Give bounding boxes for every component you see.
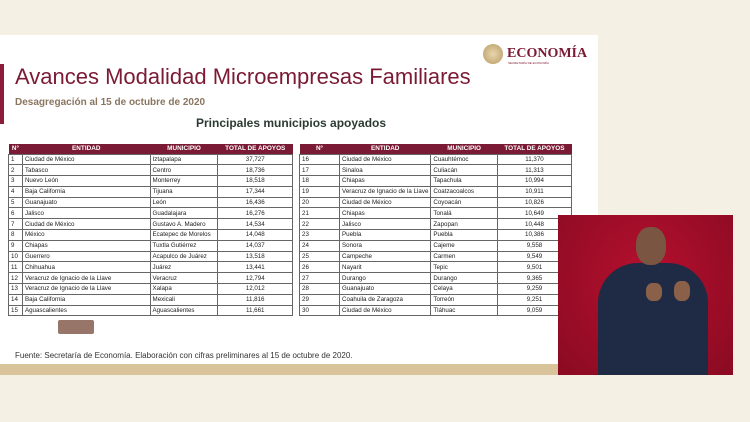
municipio-cell: Juárez bbox=[150, 262, 218, 273]
row-number: 7 bbox=[9, 219, 23, 230]
row-number: 15 bbox=[9, 305, 23, 316]
table-row bbox=[9, 273, 293, 284]
row-number: 10 bbox=[9, 251, 23, 262]
table-row bbox=[300, 240, 572, 251]
total-cell: 13,518 bbox=[218, 251, 293, 262]
row-number: 25 bbox=[300, 251, 340, 262]
column-header: TOTAL DE APOYOS bbox=[497, 144, 571, 154]
municipio-cell: Coatzacoalcos bbox=[431, 186, 498, 197]
municipio-cell: Culiacán bbox=[431, 165, 498, 176]
total-cell: 10,649 bbox=[497, 208, 571, 219]
municipio-cell: Durango bbox=[431, 273, 498, 284]
row-number: 16 bbox=[300, 154, 340, 165]
entidad-cell: México bbox=[22, 230, 150, 241]
total-cell: 9,558 bbox=[497, 240, 571, 251]
entidad-cell: Nuevo León bbox=[22, 176, 150, 187]
table-row bbox=[300, 219, 572, 230]
entidad-cell: Chiapas bbox=[340, 208, 431, 219]
total-cell: 9,365 bbox=[497, 273, 571, 284]
entidad-cell: Chiapas bbox=[340, 176, 431, 187]
entidad-cell: Ciudad de México bbox=[22, 219, 150, 230]
municipio-cell: Tijuana bbox=[150, 186, 218, 197]
table-row bbox=[300, 165, 572, 176]
table-row bbox=[9, 197, 293, 208]
row-number: 12 bbox=[9, 273, 23, 284]
municipio-cell: Xalapa bbox=[150, 284, 218, 295]
row-number: 9 bbox=[9, 240, 23, 251]
total-cell: 10,994 bbox=[497, 176, 571, 187]
table-title: Principales municipios apoyados bbox=[196, 116, 387, 130]
entidad-cell: Ciudad de México bbox=[340, 154, 431, 165]
municipio-cell: Coyoacán bbox=[431, 197, 498, 208]
municipio-cell: Celaya bbox=[431, 284, 498, 295]
title-accent-bar bbox=[0, 64, 4, 124]
column-header: N° bbox=[300, 144, 340, 154]
total-cell: 10,448 bbox=[497, 219, 571, 230]
entidad-cell: Sonora bbox=[340, 240, 431, 251]
municipios-table-left bbox=[8, 144, 293, 316]
municipio-cell: Iztapalapa bbox=[150, 154, 218, 165]
page-subtitle: Desagregación al 15 de octubre de 2020 bbox=[15, 97, 206, 108]
entidad-cell: Veracruz de Ignacio de la Llave bbox=[22, 273, 150, 284]
table-row bbox=[9, 240, 293, 251]
row-number: 4 bbox=[9, 186, 23, 197]
total-cell: 37,727 bbox=[218, 154, 293, 165]
total-cell: 9,549 bbox=[497, 251, 571, 262]
total-cell: 18,518 bbox=[218, 176, 293, 187]
row-number: 29 bbox=[300, 294, 340, 305]
table-row bbox=[9, 284, 293, 295]
table-row bbox=[9, 294, 293, 305]
total-cell: 13,441 bbox=[218, 262, 293, 273]
column-header: MUNICIPIO bbox=[150, 144, 218, 154]
entidad-cell: Baja California bbox=[22, 294, 150, 305]
total-cell: 16,276 bbox=[218, 208, 293, 219]
total-cell: 9,251 bbox=[497, 294, 571, 305]
table-row bbox=[9, 230, 293, 241]
municipio-cell: Acapulco de Juárez bbox=[150, 251, 218, 262]
row-number: 8 bbox=[9, 230, 23, 241]
table-row bbox=[300, 305, 572, 316]
column-header: MUNICIPIO bbox=[431, 144, 498, 154]
municipio-cell: León bbox=[150, 197, 218, 208]
logo-text: ECONOMÍA bbox=[507, 46, 588, 61]
total-cell: 11,661 bbox=[218, 305, 293, 316]
table-row bbox=[300, 251, 572, 262]
municipio-cell: Gustavo A. Madero bbox=[150, 219, 218, 230]
municipio-cell: Tuxtla Gutiérrez bbox=[150, 240, 218, 251]
table-row bbox=[9, 165, 293, 176]
interpreter-body bbox=[598, 263, 708, 375]
municipios-table-right bbox=[299, 144, 572, 316]
entidad-cell: Guanajuato bbox=[22, 197, 150, 208]
total-cell: 14,037 bbox=[218, 240, 293, 251]
row-number: 20 bbox=[300, 197, 340, 208]
table-row bbox=[300, 262, 572, 273]
table-row bbox=[9, 208, 293, 219]
municipio-cell: Tonalá bbox=[431, 208, 498, 219]
entidad-cell: Guerrero bbox=[22, 251, 150, 262]
total-cell: 9,501 bbox=[497, 262, 571, 273]
row-number: 2 bbox=[9, 165, 23, 176]
row-number: 1 bbox=[9, 154, 23, 165]
table-row bbox=[9, 186, 293, 197]
total-cell: 17,344 bbox=[218, 186, 293, 197]
row-number: 5 bbox=[9, 197, 23, 208]
gold-footer-bar bbox=[0, 364, 560, 375]
row-number: 27 bbox=[300, 273, 340, 284]
municipio-cell: Torreón bbox=[431, 294, 498, 305]
entidad-cell: Campeche bbox=[340, 251, 431, 262]
row-number: 18 bbox=[300, 176, 340, 187]
entidad-cell: Veracruz de Ignacio de la Llave bbox=[340, 186, 431, 197]
table-row bbox=[300, 197, 572, 208]
total-cell: 11,313 bbox=[497, 165, 571, 176]
table-row bbox=[9, 154, 293, 165]
municipio-cell: Tepic bbox=[431, 262, 498, 273]
entidad-cell: Coahuila de Zaragoza bbox=[340, 294, 431, 305]
total-cell: 12,012 bbox=[218, 284, 293, 295]
interpreter-hand bbox=[646, 283, 662, 301]
table-row bbox=[300, 186, 572, 197]
row-number: 14 bbox=[9, 294, 23, 305]
municipio-cell: Ecatepec de Morelos bbox=[150, 230, 218, 241]
total-cell: 9,059 bbox=[497, 305, 571, 316]
table-row bbox=[9, 176, 293, 187]
table-row bbox=[300, 284, 572, 295]
entidad-cell: Jalisco bbox=[22, 208, 150, 219]
municipio-cell: Aguascalientes bbox=[150, 305, 218, 316]
municipio-cell: Tapachula bbox=[431, 176, 498, 187]
seal-icon bbox=[483, 44, 503, 64]
interpreter-hand bbox=[674, 281, 690, 301]
table-row bbox=[300, 230, 572, 241]
entidad-cell: Jalisco bbox=[340, 219, 431, 230]
entidad-cell: Chihuahua bbox=[22, 262, 150, 273]
table-row bbox=[300, 294, 572, 305]
total-cell: 10,911 bbox=[497, 186, 571, 197]
row-number: 6 bbox=[9, 208, 23, 219]
total-cell: 9,259 bbox=[497, 284, 571, 295]
table-row bbox=[300, 176, 572, 187]
entidad-cell: Puebla bbox=[340, 230, 431, 241]
entidad-cell: Baja California bbox=[22, 186, 150, 197]
entidad-cell: Nayarit bbox=[340, 262, 431, 273]
heroes-emblem bbox=[58, 320, 94, 334]
row-number: 30 bbox=[300, 305, 340, 316]
municipio-cell: Monterrey bbox=[150, 176, 218, 187]
entidad-cell: Sinaloa bbox=[340, 165, 431, 176]
column-header: TOTAL DE APOYOS bbox=[218, 144, 293, 154]
entidad-cell: Durango bbox=[340, 273, 431, 284]
sign-language-interpreter-video bbox=[558, 215, 733, 375]
row-number: 17 bbox=[300, 165, 340, 176]
source-note: Fuente: Secretaría de Economía. Elaboración con cifras preliminares al 15 de octubre de 2020. bbox=[15, 351, 353, 360]
municipio-cell: Centro bbox=[150, 165, 218, 176]
table-row bbox=[300, 208, 572, 219]
table-row bbox=[9, 262, 293, 273]
municipio-cell: Veracruz bbox=[150, 273, 218, 284]
municipio-cell: Mexicali bbox=[150, 294, 218, 305]
municipio-cell: Cuauhtémoc bbox=[431, 154, 498, 165]
entidad-cell: Ciudad de México bbox=[340, 305, 431, 316]
municipio-cell: Tláhuac bbox=[431, 305, 498, 316]
row-number: 26 bbox=[300, 262, 340, 273]
entidad-cell: Aguascalientes bbox=[22, 305, 150, 316]
row-number: 22 bbox=[300, 219, 340, 230]
row-number: 13 bbox=[9, 284, 23, 295]
row-number: 19 bbox=[300, 186, 340, 197]
municipio-cell: Guadalajara bbox=[150, 208, 218, 219]
logo-subtext: SECRETARÍA DE ECONOMÍA bbox=[508, 61, 549, 65]
total-cell: 12,794 bbox=[218, 273, 293, 284]
entidad-cell: Veracruz de Ignacio de la Llave bbox=[22, 284, 150, 295]
row-number: 21 bbox=[300, 208, 340, 219]
municipio-cell: Carmen bbox=[431, 251, 498, 262]
municipio-cell: Puebla bbox=[431, 230, 498, 241]
total-cell: 16,436 bbox=[218, 197, 293, 208]
page-title: Avances Modalidad Microempresas Familiares bbox=[15, 64, 471, 89]
total-cell: 11,816 bbox=[218, 294, 293, 305]
interpreter-head bbox=[636, 227, 666, 265]
table-row bbox=[9, 251, 293, 262]
entidad-cell: Guanajuato bbox=[340, 284, 431, 295]
row-number: 11 bbox=[9, 262, 23, 273]
entidad-cell: Chiapas bbox=[22, 240, 150, 251]
entidad-cell: Tabasco bbox=[22, 165, 150, 176]
table-row bbox=[300, 273, 572, 284]
total-cell: 14,534 bbox=[218, 219, 293, 230]
column-header: N° bbox=[9, 144, 23, 154]
municipio-cell: Cajeme bbox=[431, 240, 498, 251]
table-row bbox=[300, 154, 572, 165]
total-cell: 11,370 bbox=[497, 154, 571, 165]
entidad-cell: Ciudad de México bbox=[22, 154, 150, 165]
total-cell: 10,826 bbox=[497, 197, 571, 208]
entidad-cell: Ciudad de México bbox=[340, 197, 431, 208]
total-cell: 14,048 bbox=[218, 230, 293, 241]
row-number: 3 bbox=[9, 176, 23, 187]
column-header: ENTIDAD bbox=[340, 144, 431, 154]
row-number: 28 bbox=[300, 284, 340, 295]
municipio-cell: Zapopan bbox=[431, 219, 498, 230]
row-number: 24 bbox=[300, 240, 340, 251]
column-header: ENTIDAD bbox=[22, 144, 150, 154]
total-cell: 18,736 bbox=[218, 165, 293, 176]
table-row bbox=[9, 219, 293, 230]
row-number: 23 bbox=[300, 230, 340, 241]
total-cell: 10,386 bbox=[497, 230, 571, 241]
table-row bbox=[9, 305, 293, 316]
